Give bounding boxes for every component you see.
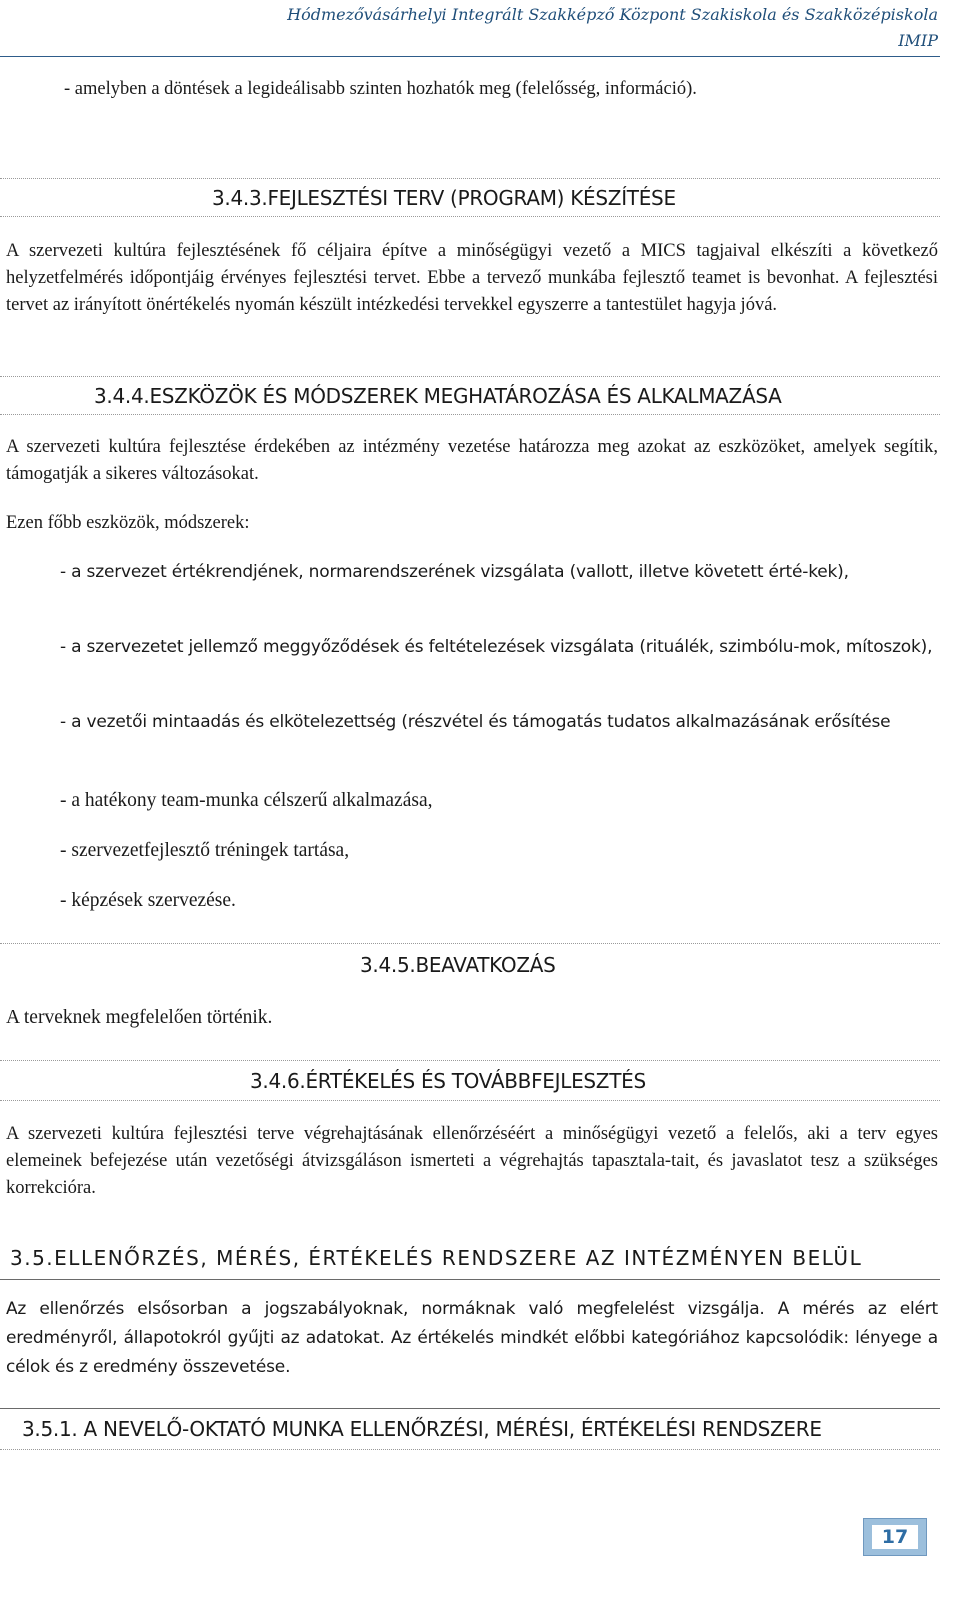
section-rule [0, 1060, 940, 1061]
paragraph-3-4-6: A szervezeti kultúra fejlesztési terve végrehajtásának ellenőrzéséért a minőségügyi vezető a felelős, aki a terv egyes elemeinek befejezése után vezetőségi átvizsgáláson ismerteti a végrehajtás tapasztala-tait, és javaslatot tesz a szükséges korrekcióra. [6, 1124, 938, 1198]
section-rule [0, 943, 940, 944]
heading-3-4-4: 3.4.4.ESZKÖZÖK ÉS MÓDSZEREK MEGHATÁROZÁSA ÉS ALKALMAZÁSA [94, 384, 782, 408]
list-item: - képzések szervezése. [60, 890, 236, 911]
list-item: - a hatékony team-munka célszerű alkalmazása, [60, 790, 433, 811]
intro-line: - amelyben a döntések a legideálisabb szinten hozhatók meg (felelősség, információ). [64, 79, 697, 99]
heading-3-4-5: 3.4.5.BEAVATKOZÁS [360, 953, 556, 977]
paragraph-3-4-5: A terveknek megfelelően történik. [6, 1007, 273, 1028]
list-item: - szervezetfejlesztő tréningek tartása, [60, 840, 350, 861]
list-item: - a szervezetet jellemző meggyőződések és feltételezések vizsgálata (rituálék, szimbólu-mok, mítoszok), [60, 637, 933, 657]
header-rule [0, 56, 940, 57]
heading-3-5-1: 3.5.1. A NEVELŐ-OKTATÓ MUNKA ELLENŐRZÉSI, MÉRÉSI, ÉRTÉKELÉSI RENDSZERE [22, 1417, 822, 1441]
running-header-institution: Hódmezővásárhelyi Integrált Szakképző Központ Szakiskola és Szakközépiskola [287, 5, 938, 24]
heading-3-4-6: 3.4.6.ÉRTÉKELÉS ÉS TOVÁBBFEJLESZTÉS [250, 1069, 646, 1093]
list-item: - a vezetői mintaadás és elkötelezettség (részvétel és támogatás tudatos alkalmazásának erősítése [60, 712, 891, 732]
page-number-box [863, 1518, 927, 1556]
paragraph-3-4-3: A szervezeti kultúra fejlesztésének fő céljaira építve a minőségügyi vezető a MICS tagjaival elkészíti a következő helyzetfelmérés időpontjáig érvényes fejlesztési tervet. Ebbe a tervező munkába fejlesztő teamet is bevonhat. A fejlesztési tervet az irányított önértékelés nyomán készült intézkedési tervekkel egyszerre a tantestület hagyja jóvá. [6, 241, 938, 315]
paragraph-3-4-4: A szervezeti kultúra fejlesztése érdekében az intézmény vezetése határozza meg azokat az eszközöket, amelyek segítik, támogatják a sikeres változásokat. [6, 437, 938, 484]
heading-3-5: 3.5.ELLENŐRZÉS, MÉRÉS, ÉRTÉKELÉS RENDSZERE AZ INTÉZMÉNYEN BELÜL [10, 1246, 863, 1270]
paragraph-3-5: Az ellenőrzés elsősorban a jogszabályoknak, normáknak való megfelelést vizsgálja. A mérés az elért eredményről, állapotokról gyűjti az adatokat. Az értékelés mindkét előbbi kategóriához kapcsolódik: lényege a célok és z eredmény összevetése. [6, 1299, 938, 1377]
list-intro: Ezen főbb eszközök, módszerek: [6, 513, 250, 533]
list-item: - a szervezet értékrendjének, normarendszerének vizsgálata (vallott, illetve követett érté-kek), [60, 562, 849, 582]
heading-3-4-3: 3.4.3.FEJLESZTÉSI TERV (PROGRAM) KÉSZÍTÉSE [212, 186, 676, 210]
section-rule [0, 1279, 940, 1280]
section-rule [0, 1100, 940, 1101]
section-rule [0, 1449, 940, 1450]
section-rule [0, 376, 940, 377]
section-rule [0, 414, 940, 415]
section-rule [0, 1408, 940, 1409]
section-rule [0, 178, 940, 179]
section-rule [0, 216, 940, 217]
page-number: 17 [872, 1525, 918, 1549]
running-header-code: IMIP [898, 31, 938, 50]
